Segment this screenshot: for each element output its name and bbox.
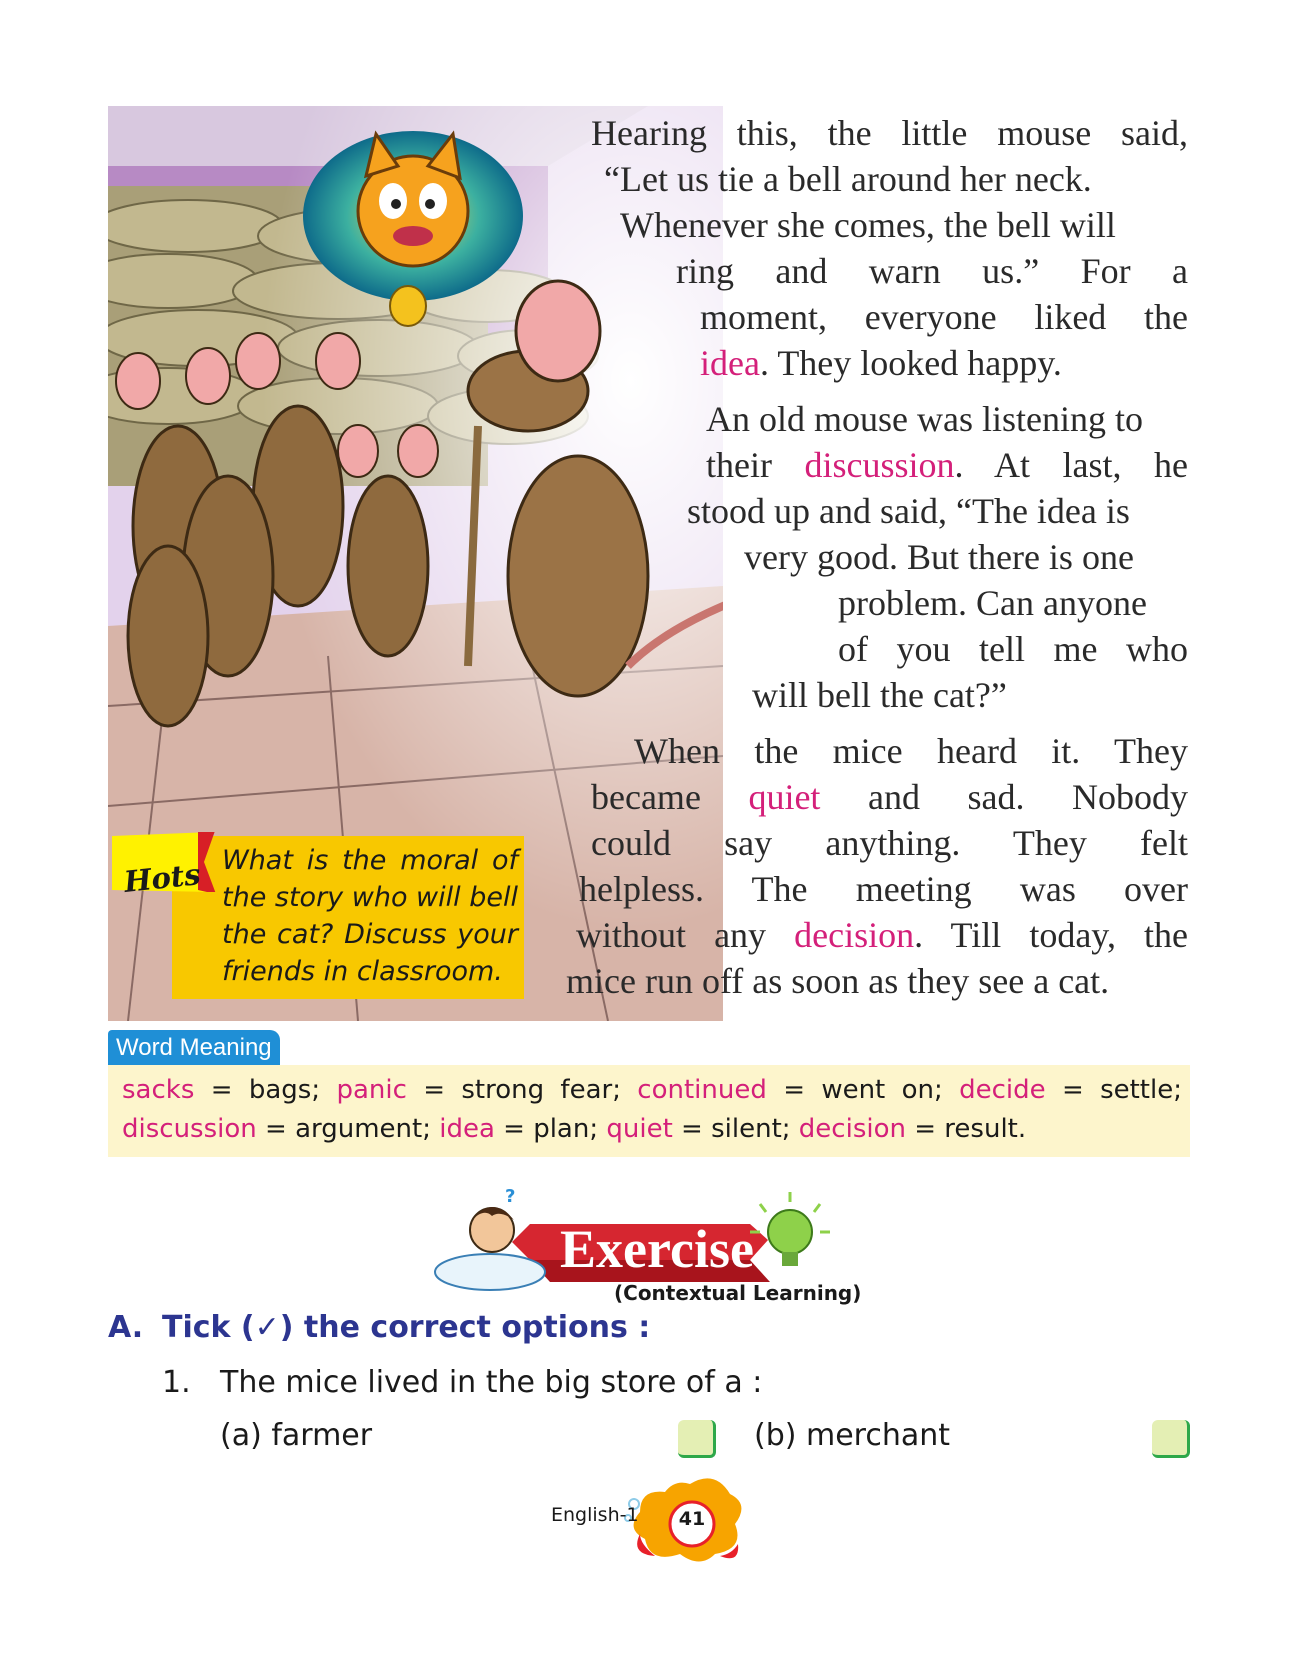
vocab-meaning: = argument; [256,1114,440,1144]
vocab-word: continued [637,1075,767,1105]
svg-text:?: ? [505,1186,516,1207]
story-line [591,774,1188,820]
question-number: 1. [162,1365,191,1400]
story-line: problem. Can anyone [838,583,1147,623]
section-a-heading [108,1310,650,1345]
vocab-word: quiet [606,1114,673,1144]
highlighted-word: quiet [748,777,821,817]
story-line: mice run off as soon as they see a cat. [566,961,1110,1001]
hots-question: What is the moral of the story who will bell the cat? Discuss your friends in classroom. [222,845,518,987]
hots-label: Hots [122,857,203,899]
vocab-meaning: = silent; [672,1114,799,1144]
story-line: helpless. The meeting was over [579,869,1188,909]
question-text: The mice lived in the big store of a : [220,1365,763,1400]
story-line: Hearing this, the little mouse said, [591,113,1188,153]
story-line: Whenever she comes, the bell will [620,205,1116,245]
story-line: ring and warn us.” For a [676,251,1188,291]
exercise-subtitle: (Contextual Learning) [614,1281,862,1305]
vocab-word: discussion [122,1114,257,1144]
story-line: “Let us tie a bell around her neck. [604,159,1092,199]
vocab-word: decision [798,1114,906,1144]
option-a-checkbox[interactable] [678,1420,716,1458]
word-meaning-list [122,1071,1182,1149]
highlighted-word: decision [794,915,915,955]
story-line [706,442,1188,488]
highlighted-word: discussion [804,445,955,485]
option-a-label: (a) farmer [220,1418,373,1453]
highlighted-word: idea [700,343,760,383]
section-instruction: Tick (✓) the correct options : [162,1310,651,1345]
book-label: English-1 [551,1504,639,1526]
story-text-fragment: and sad. Nobody [820,777,1188,817]
story-line: will bell the cat?” [752,675,1007,715]
story-line [700,340,1062,386]
question-1 [162,1365,762,1400]
story-line: An old mouse was listening to [706,399,1143,439]
vocab-meaning: = settle; [1045,1075,1182,1105]
story-text-fragment: . They looked happy. [759,343,1062,383]
option-b-label: (b) merchant [754,1418,951,1453]
vocab-meaning: = went on; [766,1075,960,1105]
story-line: moment, everyone liked the [700,297,1188,337]
story-line: very good. But there is one [744,537,1134,577]
story-text-fragment: became [591,777,749,817]
page-number: 41 [678,1508,706,1530]
vocab-word: idea [439,1114,495,1144]
story-line [576,912,1188,958]
story-text-fragment: . Till today, the [914,915,1189,955]
story-line: could say anything. They felt [591,823,1188,863]
vocab-meaning: = result. [905,1114,1027,1144]
story-line: stood up and said, “The idea is [687,491,1130,531]
exercise-title: Exercise [560,1219,754,1279]
vocab-meaning: = strong fear; [406,1075,638,1105]
word-meaning-tag: Word Meaning [108,1030,280,1065]
vocab-word: decide [959,1075,1046,1105]
vocab-meaning: = plan; [494,1114,607,1144]
story-line: of you tell me who [838,629,1188,669]
section-letter: A. [108,1310,144,1345]
story-text-fragment: without any [576,915,795,955]
story-line: When the mice heard it. They [634,731,1188,771]
vocab-word: sacks [122,1075,195,1105]
vocab-meaning: = bags; [194,1075,337,1105]
vocab-word: panic [336,1075,407,1105]
option-b-checkbox[interactable] [1152,1420,1190,1458]
story-text-fragment: their [706,445,805,485]
story-text-fragment: . At last, he [954,445,1188,485]
